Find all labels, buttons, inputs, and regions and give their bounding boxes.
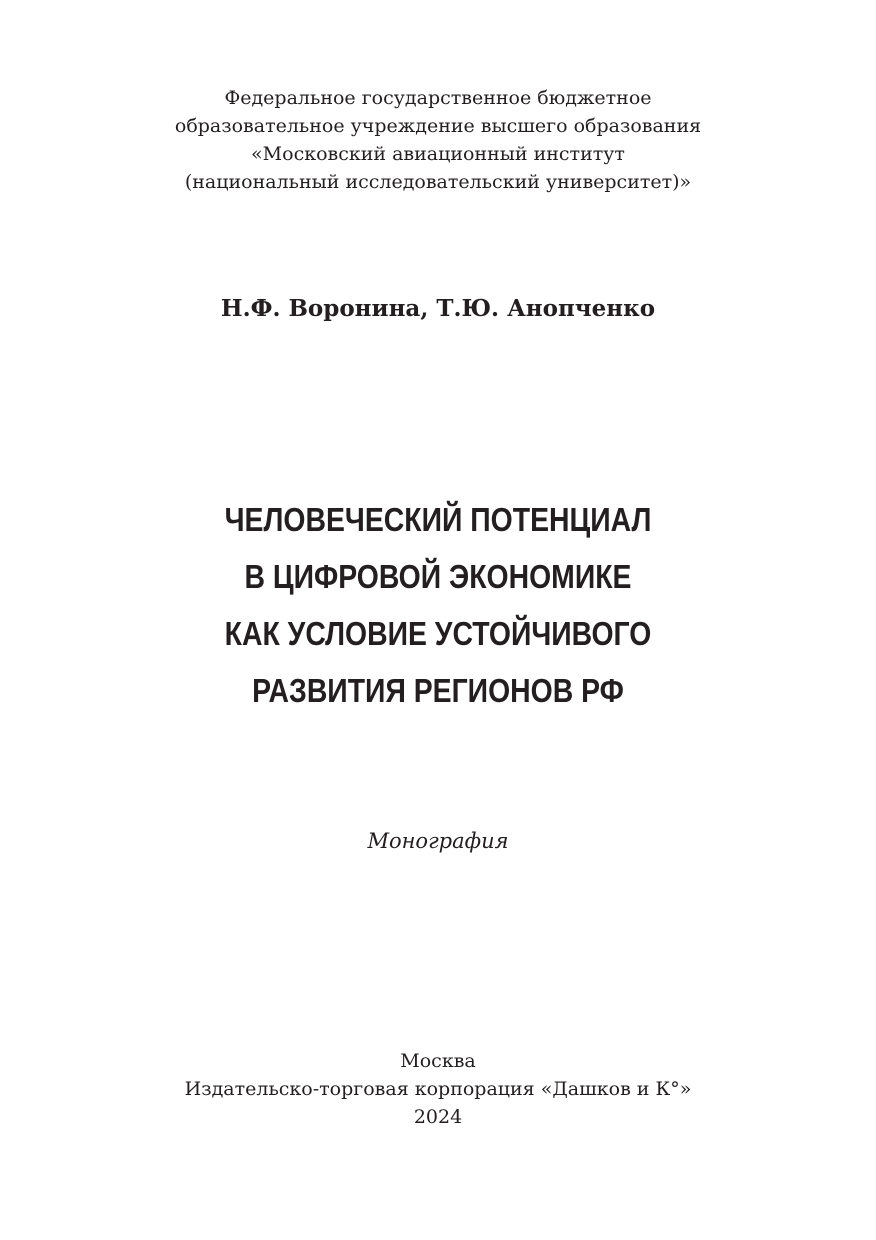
institution-line-4: (национальный исследовательский университет)» [184, 171, 692, 193]
imprint-city: Москва [400, 1050, 476, 1072]
book-title [61, 491, 814, 719]
title-line-3: КАК УСЛОВИЕ УСТОЙЧИВОГО [224, 615, 652, 652]
institution-line-1: Федеральное государственное бюджетное [224, 87, 652, 109]
institution-line-2: образовательное учреждение высшего образования [174, 115, 702, 137]
title-line-1: ЧЕЛОВЕЧЕСКИЙ ПОТЕНЦИАЛ [224, 501, 652, 538]
title-line-2: В ЦИФРОВОЙ ЭКОНОМИКЕ [244, 558, 632, 595]
imprint-publisher: Издательско-торговая корпорация «Дашков и К°» [184, 1078, 692, 1100]
authors: Н.Ф. Воронина, Т.Ю. Анопченко [220, 295, 656, 322]
imprint-year: 2024 [413, 1106, 463, 1128]
imprint [0, 1047, 876, 1131]
title-line-4: РАЗВИТИЯ РЕГИОНОВ РФ [252, 672, 624, 709]
genre-label: Монография [367, 829, 509, 853]
institution-line-3: «Московский авиационный институт [251, 143, 625, 165]
institution-name [0, 84, 876, 196]
